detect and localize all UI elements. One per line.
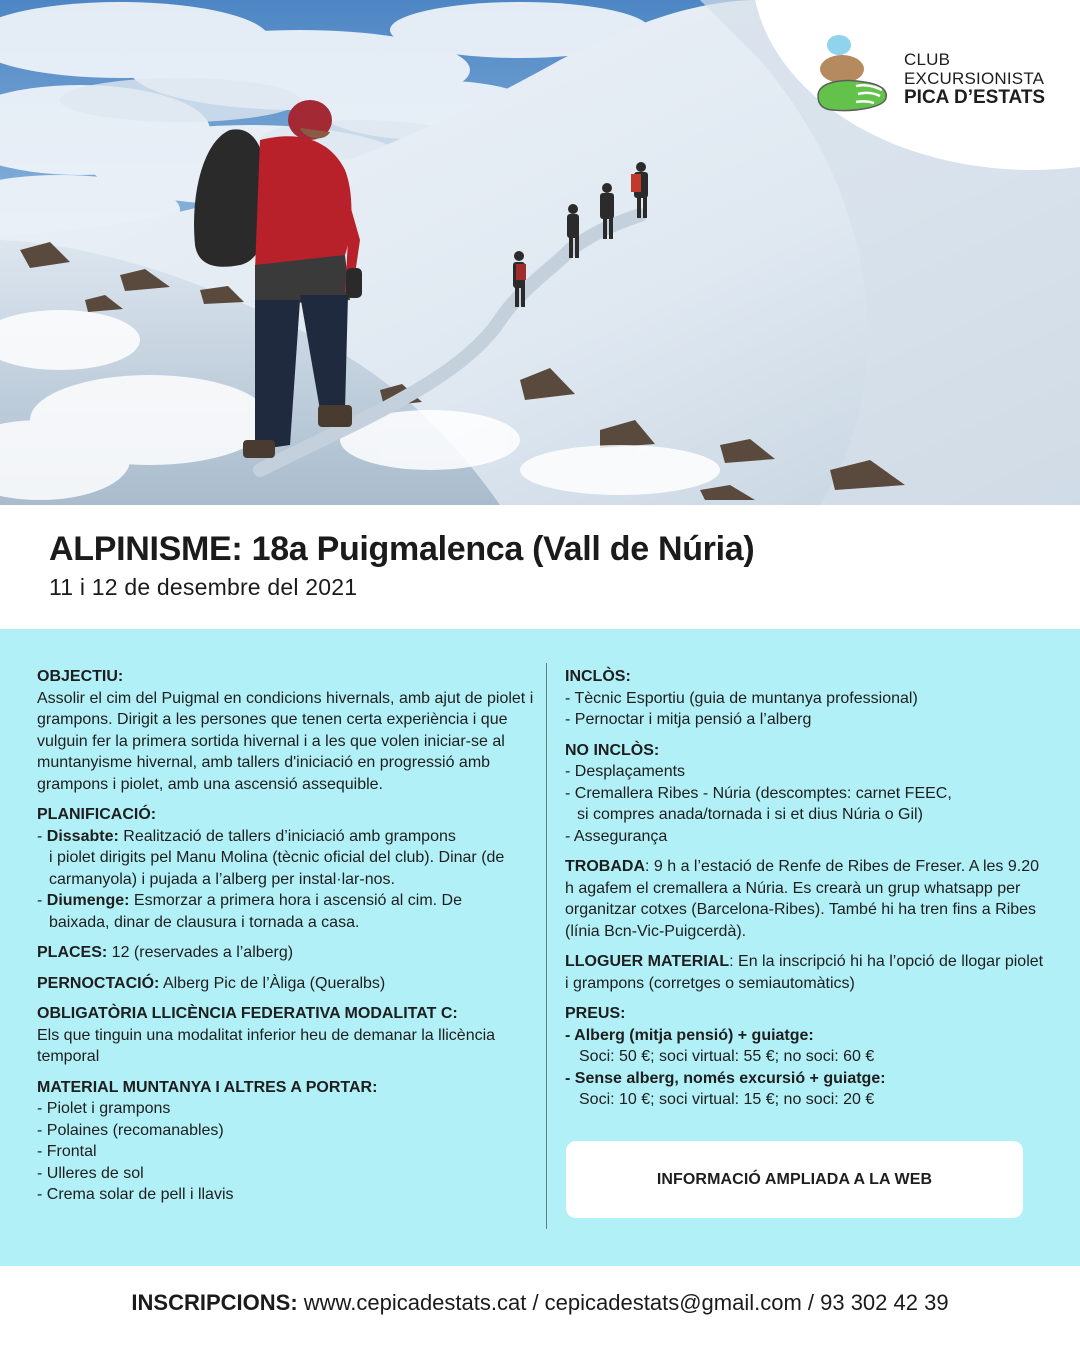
column-divider bbox=[546, 663, 547, 1229]
section-pernoctacio bbox=[37, 973, 537, 995]
left-column bbox=[37, 666, 537, 1215]
trobada-label: TROBADA bbox=[565, 858, 645, 875]
places-label: PLACES: bbox=[37, 944, 108, 961]
preus-heading: PREUS: bbox=[565, 1005, 626, 1022]
objectiu-heading: OBJECTIU: bbox=[37, 668, 124, 685]
lloguer-label: LLOGUER MATERIAL bbox=[565, 953, 730, 970]
list-item: - Cremallera Ribes - Núria (descomptes: carnet FEEC, bbox=[565, 784, 952, 802]
section-planificacio bbox=[37, 804, 537, 933]
section-material bbox=[37, 1077, 537, 1206]
logo-line-2: EXCURSIONISTA bbox=[904, 69, 1045, 88]
planificacio-item bbox=[37, 890, 537, 912]
pernoctacio-label: PERNOCTACIÓ: bbox=[37, 974, 160, 992]
registration-footer bbox=[0, 1290, 1080, 1316]
list-item-continuation: si compres anada/tornada i si et dius Núria o Gil) bbox=[577, 806, 923, 823]
section-preus bbox=[565, 1003, 1045, 1111]
list-item: - Assegurança bbox=[565, 827, 668, 845]
price-option-label: - Alberg (mitja pensió) + guiatge: bbox=[565, 1026, 814, 1044]
list-item: - Crema solar de pell i llavis bbox=[37, 1186, 234, 1203]
bullet-dash: - bbox=[37, 827, 47, 845]
list-item: - Ulleres de sol bbox=[37, 1164, 144, 1182]
section-lloguer bbox=[565, 951, 1045, 994]
section-llicencia bbox=[37, 1003, 537, 1068]
material-heading: MATERIAL MUNTANYA I ALTRES A PORTAR: bbox=[37, 1078, 378, 1096]
no-inclos-heading: NO INCLÒS: bbox=[565, 741, 660, 759]
inclos-heading: INCLÒS: bbox=[565, 668, 631, 685]
lloguer-text: : En la inscripció hi ha l’opció de llogar piolet i grampons (corretges o semiautomàtics) bbox=[565, 953, 1044, 992]
section-places bbox=[37, 942, 537, 964]
planificacio-heading: PLANIFICACIÓ: bbox=[37, 806, 157, 823]
list-item: - Frontal bbox=[37, 1143, 97, 1160]
llicencia-heading: OBLIGATÒRIA LLICÈNCIA FEDERATIVA MODALITAT C: bbox=[37, 1005, 458, 1022]
list-item: - Desplaçaments bbox=[565, 763, 686, 780]
logo-text bbox=[904, 50, 1045, 107]
section-trobada bbox=[565, 856, 1045, 942]
item-label: Diumenge: bbox=[46, 892, 130, 909]
footer-contact[interactable]: www.cepicadestats.cat / cepicadestats@gmail.com / 93 302 42 39 bbox=[297, 1290, 949, 1315]
right-column bbox=[565, 666, 1045, 1120]
price-option-values: Soci: 50 €; soci virtual: 55 €; no soci: 60 € bbox=[579, 1048, 875, 1065]
item-label: Dissabte: bbox=[46, 827, 119, 845]
bullet-dash: - bbox=[37, 892, 47, 909]
planificacio-item bbox=[37, 826, 537, 848]
logo-line-1: CLUB bbox=[904, 50, 951, 69]
trobada-text: : 9 h a l’estació de Renfe de Ribes de Freser. A les 9.20 h agafem el cremallera a Núria. Es crearà un grup whatsapp per organitzar cotxes (Barcelona-Ribes). També hi ha tren fins a Ribes (línia Bcn-Vic-Puigcerdà). bbox=[565, 858, 1040, 940]
list-item: - Piolet i grampons bbox=[37, 1100, 171, 1117]
more-info-web-button[interactable]: INFORMACIÓ AMPLIADA A LA WEB bbox=[566, 1141, 1023, 1218]
pernoctacio-text: Alberg Pic de l’Àliga (Queralbs) bbox=[159, 974, 386, 992]
item-text: Esmorzar a primera hora i ascensió al cim. De bbox=[129, 892, 463, 909]
price-option-label: - Sense alberg, només excursió + guiatge: bbox=[565, 1069, 886, 1087]
event-date: 11 i 12 de desembre del 2021 bbox=[49, 574, 358, 600]
list-item: - Tècnic Esportiu (guia de muntanya professional) bbox=[565, 689, 918, 707]
list-item: - Pernoctar i mitja pensió a l’alberg bbox=[565, 711, 812, 728]
section-inclos bbox=[565, 666, 1045, 731]
event-title: ALPINISME: 18a Puigmalenca (Vall de Núria) bbox=[49, 530, 755, 568]
list-item: - Polaines (recomanables) bbox=[37, 1121, 224, 1139]
item-text: Realització de tallers d’iniciació amb grampons bbox=[118, 827, 456, 845]
objectiu-text: Assolir el cim del Puigmal en condicions hivernals, amb ajut de piolet i grampons. Dirigit a les persones que tenen certa experiència i que vulguin fer la primera sortida hivernal i a les que volen iniciar-se al muntanyisme hivernal, amb tallers d'iniciació en progressió amb grampons i piolet, amb una ascensió assequible. bbox=[37, 689, 534, 793]
stones-logo-icon bbox=[812, 32, 892, 114]
llicencia-text: Els que tinguin una modalitat inferior heu de demanar la llicència temporal bbox=[37, 1026, 496, 1065]
price-option-values: Soci: 10 €; soci virtual: 15 €; no soci: 20 € bbox=[579, 1091, 875, 1108]
section-objectiu bbox=[37, 666, 537, 795]
hero-photo bbox=[0, 0, 1080, 505]
club-logo[interactable] bbox=[812, 32, 1062, 122]
planificacio-item-rest: i piolet dirigits pel Manu Molina (tècnic oficial del club). Dinar (de carmanyola) i pujada a l’alberg per instal·lar-nos. bbox=[49, 849, 505, 888]
section-no-inclos bbox=[565, 740, 1045, 848]
places-text: 12 (reservades a l’alberg) bbox=[107, 944, 294, 961]
planificacio-item-rest: baixada, dinar de clausura i tornada a casa. bbox=[49, 913, 360, 931]
footer-label: INSCRIPCIONS: bbox=[131, 1290, 298, 1315]
logo-line-3: PICA D’ESTATS bbox=[904, 87, 1046, 108]
